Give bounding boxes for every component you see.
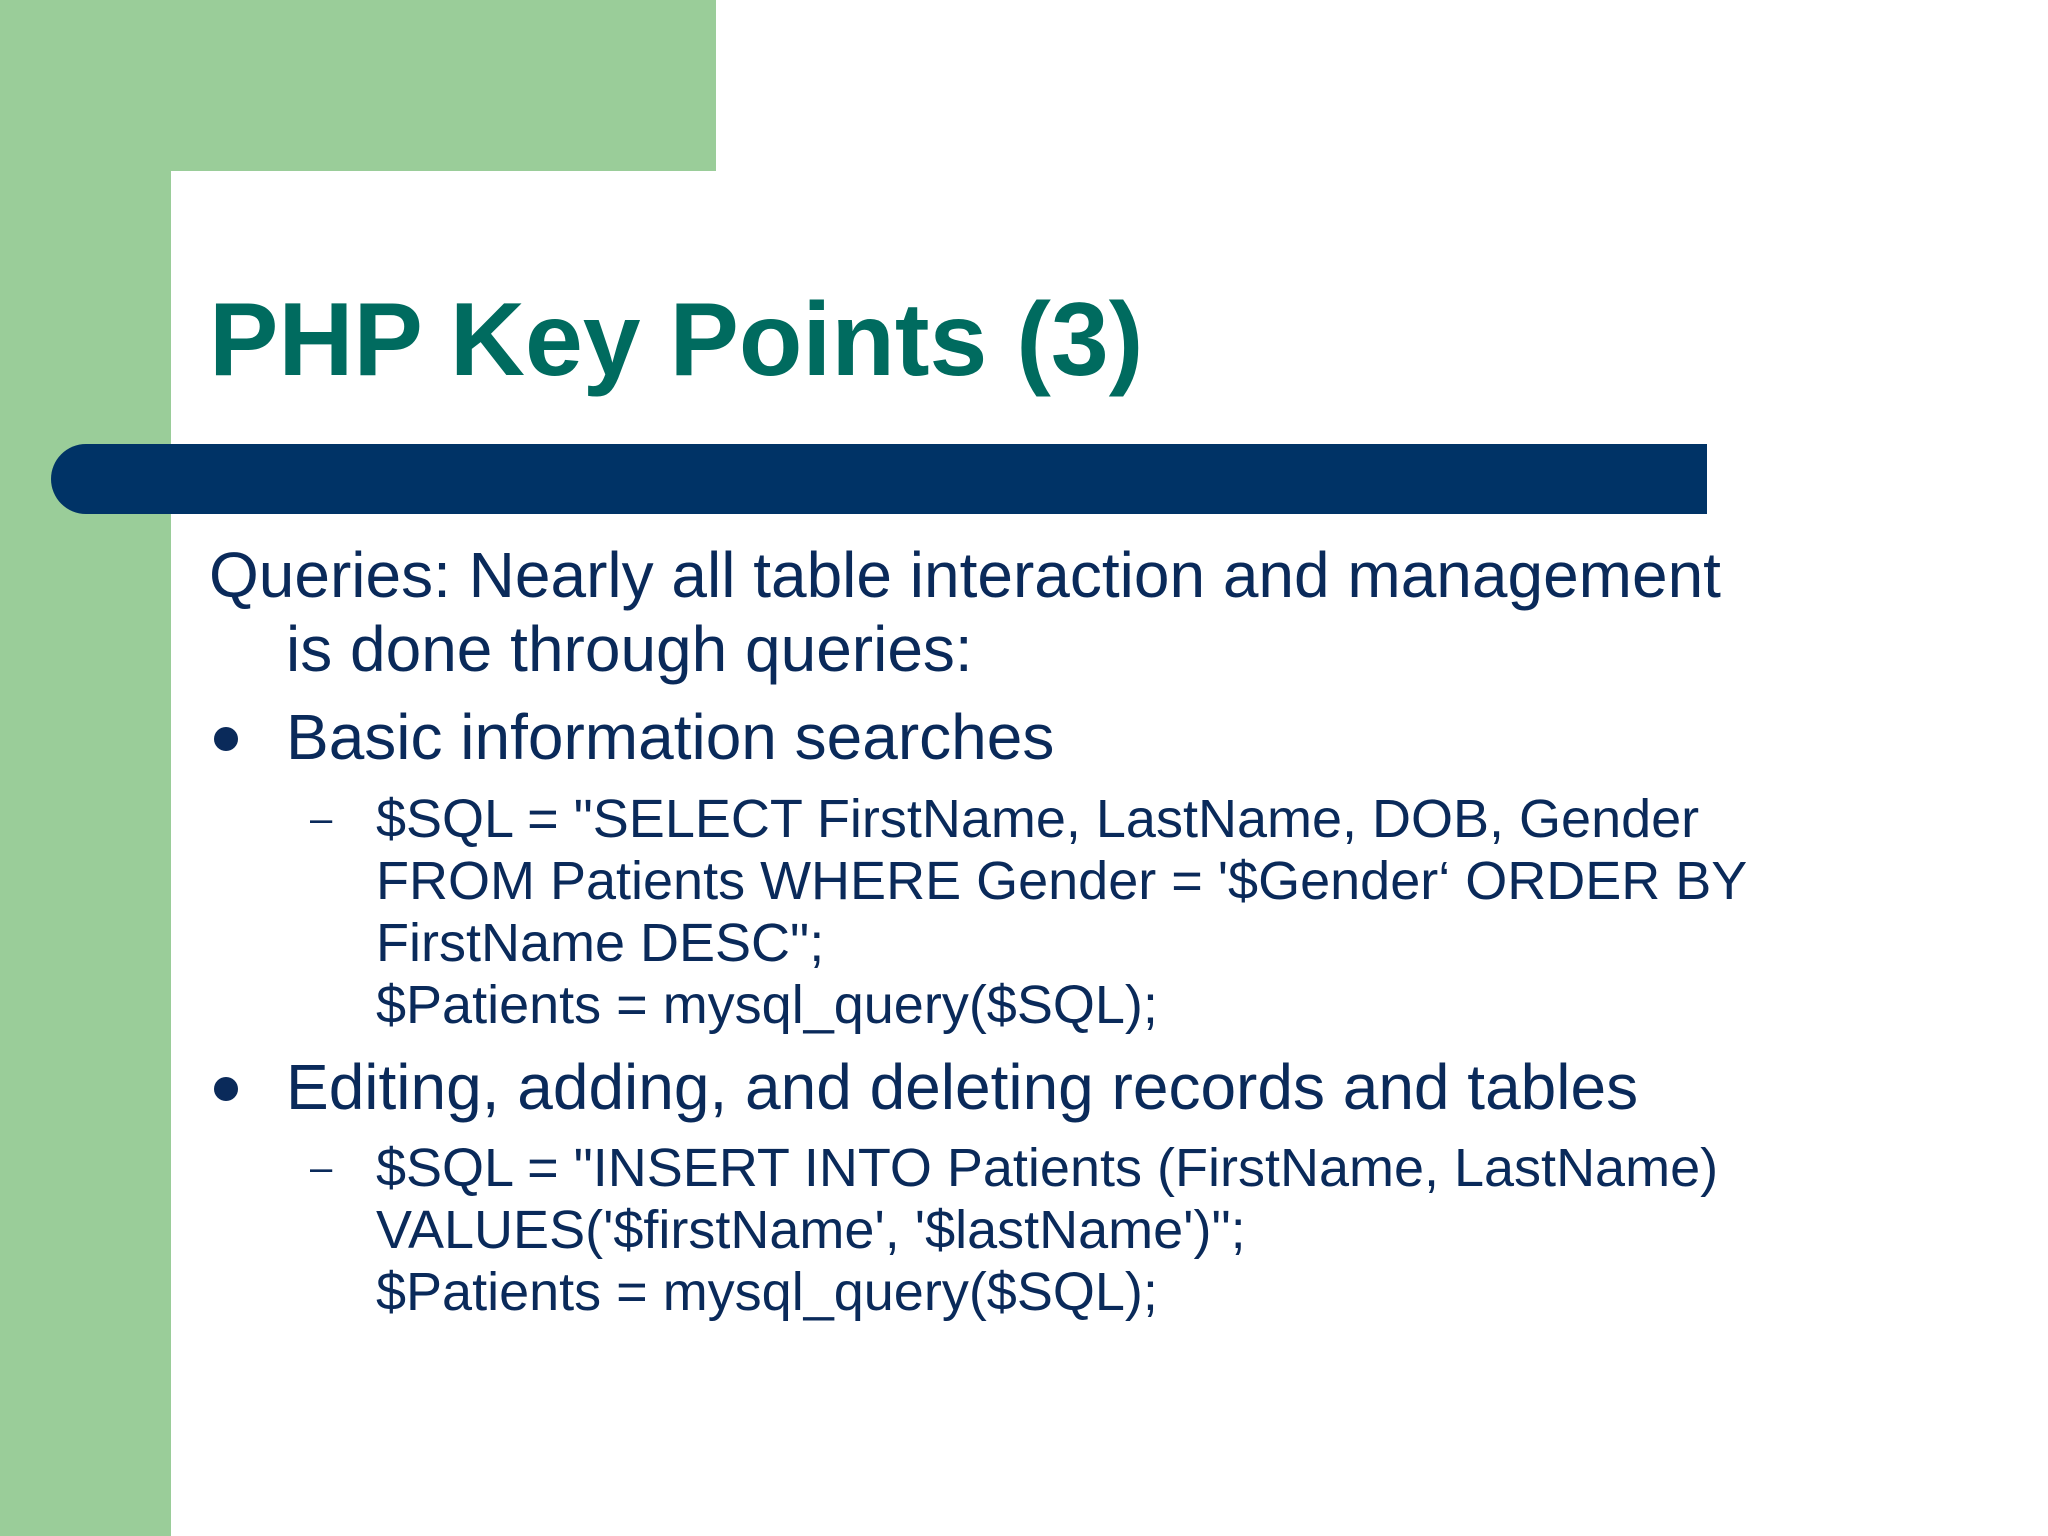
code-lines [376,788,1747,1036]
dash-marker-icon: – [310,1146,333,1190]
green-accent-left [0,0,171,1536]
code-line: VALUES('$firstName', '$lastName')"; [376,1200,1246,1260]
green-accent-top [0,0,716,171]
code-line: FROM Patients WHERE Gender = '$Gender‘ ORDER BY [376,851,1748,911]
bullet-dot-icon [214,1077,238,1101]
code-line: $SQL = "INSERT INTO Patients (FirstName, LastName) [376,1138,1719,1198]
bullet-text: Editing, adding, and deleting records and tables [286,1051,1639,1123]
code-line: $Patients = mysql_query($SQL); [376,1262,1158,1322]
dash-marker-icon: – [310,797,333,841]
code-line: FirstName DESC"; [376,913,825,973]
intro-paragraph [209,538,1909,686]
bullet-text: Basic information searches [286,701,1055,773]
code-line: $SQL = "SELECT FirstName, LastName, DOB, Gender [376,789,1700,849]
intro-line-1: Queries: Nearly all table interaction and management [209,539,1721,611]
bullet-dot-icon [214,727,238,751]
code-lines [376,1137,1718,1323]
intro-line-2: is done through queries: [286,613,973,685]
slide-title: PHP Key Points (3) [209,282,1144,398]
title-underline-bar [51,444,1707,514]
code-line: $Patients = mysql_query($SQL); [376,975,1158,1035]
